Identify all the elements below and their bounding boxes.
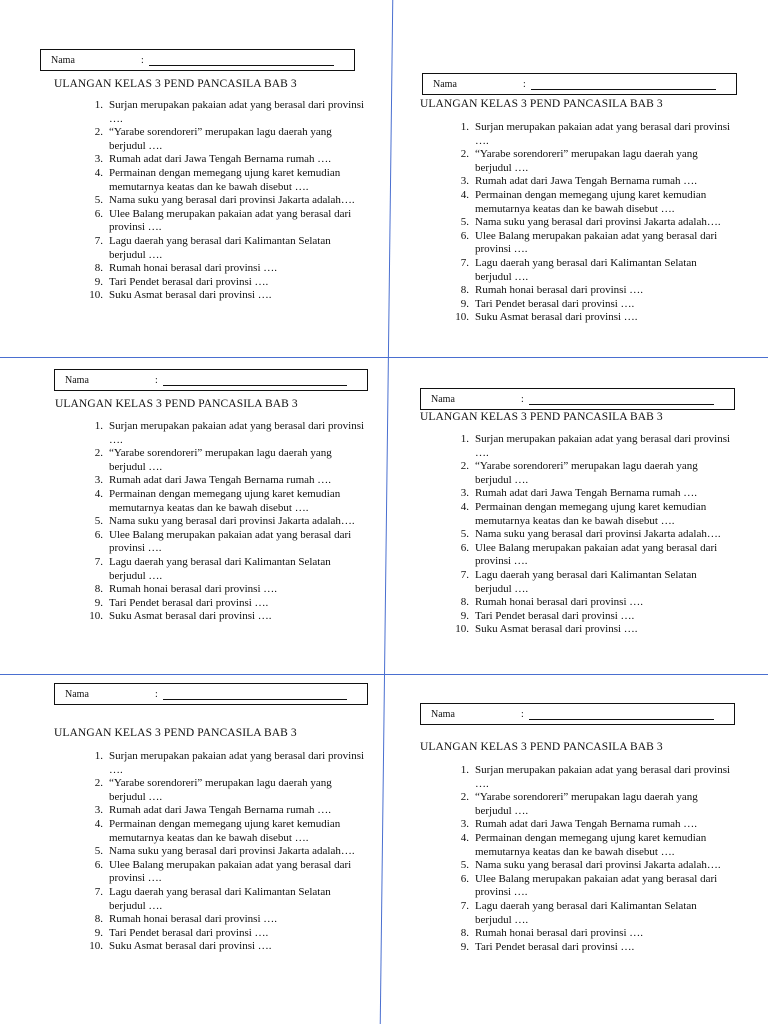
question-item	[431, 941, 735, 955]
question-item	[431, 189, 735, 216]
question-number: 8.	[94, 262, 103, 275]
question-text: Lagu daerah yang berasal dari Kalimantan Selatan berjudul ….	[475, 568, 697, 595]
name-field-box-2	[422, 73, 737, 95]
name-colon: :	[141, 55, 144, 66]
question-text: Rumah honai berasal dari provinsi ….	[109, 583, 278, 596]
question-text: Ulee Balang merupakan pakaian adat yang berasal dari provinsi ….	[475, 872, 718, 899]
question-text: Ulee Balang merupakan pakaian adat yang berasal dari provinsi ….	[109, 207, 352, 234]
question-number: 2.	[94, 447, 103, 460]
question-text: “Yarabe sorendoreri” merupakan lagu daerah yang berjudul ….	[109, 126, 332, 152]
question-item	[431, 121, 735, 148]
name-label: Nama	[431, 709, 455, 720]
question-item	[431, 216, 735, 230]
question-number: 7.	[460, 256, 469, 269]
question-number: 5.	[460, 216, 469, 229]
question-text: Lagu daerah yang berasal dari Kalimantan Selatan berjudul ….	[475, 899, 697, 926]
question-text: Nama suku yang berasal dari provinsi Jakarta adalah….	[109, 845, 355, 858]
question-item	[65, 153, 369, 167]
question-item	[65, 488, 369, 515]
question-text: Ulee Balang merupakan pakaian adat yang berasal dari provinsi ….	[109, 858, 352, 885]
question-number: 3.	[94, 474, 103, 487]
question-item	[65, 583, 369, 597]
question-text: Rumah adat dari Jawa Tengah Bernama rumah ….	[109, 153, 332, 166]
question-text: Nama suku yang berasal dari provinsi Jakarta adalah….	[475, 859, 721, 872]
question-number: 6.	[94, 858, 103, 871]
question-list	[65, 420, 369, 624]
question-item	[65, 927, 369, 941]
name-colon: :	[521, 709, 524, 720]
question-text: Rumah honai berasal dari provinsi ….	[109, 913, 278, 926]
question-item	[65, 556, 369, 583]
question-item	[65, 208, 369, 235]
question-number: 10.	[89, 940, 103, 953]
name-field-box-4	[420, 388, 735, 410]
question-text: Suku Asmat berasal dari provinsi ….	[109, 289, 272, 302]
question-item	[431, 818, 735, 832]
question-number: 9.	[460, 940, 469, 953]
question-text: Rumah adat dari Jawa Tengah Bernama rumah ….	[475, 487, 698, 500]
question-text: Suku Asmat berasal dari provinsi ….	[475, 623, 638, 636]
question-item	[65, 777, 369, 804]
question-number: 8.	[94, 913, 103, 926]
question-text: Permainan dengan memegang ujung karet kemudian memutarnya keatas dan ke bawah disebut ….	[109, 487, 341, 514]
name-label: Nama	[431, 394, 455, 405]
question-item	[431, 596, 735, 610]
question-number: 1.	[460, 433, 469, 445]
question-number: 9.	[94, 926, 103, 939]
name-blank-line	[163, 385, 347, 386]
question-number: 4.	[94, 487, 103, 500]
question-item	[65, 262, 369, 276]
question-number: 4.	[94, 817, 103, 830]
question-item	[431, 569, 735, 596]
question-item	[431, 873, 735, 900]
question-text: Rumah honai berasal dari provinsi ….	[475, 927, 644, 940]
question-text: “Yarabe sorendoreri” merupakan lagu daerah yang berjudul ….	[475, 148, 698, 174]
question-number: 8.	[94, 583, 103, 596]
question-item	[65, 597, 369, 611]
question-number: 3.	[94, 804, 103, 817]
question-number: 7.	[94, 885, 103, 898]
question-item	[65, 289, 369, 303]
question-number: 7.	[460, 899, 469, 912]
question-text: Permainan dengan memegang ujung karet kemudian memutarnya keatas dan ke bawah disebut ….	[475, 188, 707, 215]
quiz-title: ULANGAN KELAS 3 PEND PANCASILA BAB 3	[420, 98, 663, 110]
question-number: 5.	[460, 859, 469, 872]
question-text: Permainan dengan memegang ujung karet kemudian memutarnya keatas dan ke bawah disebut ….	[109, 166, 341, 193]
question-text: Surjan merupakan pakaian adat yang berasal dari provinsi ….	[475, 764, 731, 790]
horizontal-cut-line-1	[0, 357, 768, 358]
question-text: “Yarabe sorendoreri” merupakan lagu daerah yang berjudul ….	[109, 447, 332, 473]
question-item	[431, 175, 735, 189]
question-item	[431, 542, 735, 569]
question-item	[431, 460, 735, 487]
question-number: 6.	[94, 528, 103, 541]
name-blank-line	[149, 65, 334, 66]
question-text: Surjan merupakan pakaian adat yang berasal dari provinsi ….	[475, 121, 731, 147]
question-text: Tari Pendet berasal dari provinsi ….	[109, 926, 269, 939]
name-field-box-1	[40, 49, 355, 71]
question-item	[431, 791, 735, 818]
name-field-box-5	[54, 683, 368, 705]
question-text: Nama suku yang berasal dari provinsi Jakarta adalah….	[475, 216, 721, 229]
question-number: 7.	[460, 568, 469, 581]
question-list	[431, 121, 735, 325]
question-item	[431, 832, 735, 859]
name-field-box-6	[420, 703, 735, 725]
question-number: 7.	[94, 234, 103, 247]
question-item	[431, 298, 735, 312]
question-text: Suku Asmat berasal dari provinsi ….	[109, 610, 272, 623]
question-item	[65, 750, 369, 777]
question-number: 1.	[94, 750, 103, 762]
name-field-box-3	[54, 369, 368, 391]
name-blank-line	[529, 719, 714, 720]
question-text: Nama suku yang berasal dari provinsi Jakarta adalah….	[109, 515, 355, 528]
question-number: 9.	[460, 609, 469, 622]
question-text: Rumah adat dari Jawa Tengah Bernama rumah ….	[109, 804, 332, 817]
question-item	[65, 126, 369, 153]
question-item	[65, 818, 369, 845]
question-text: Nama suku yang berasal dari provinsi Jakarta adalah….	[475, 528, 721, 541]
question-item	[65, 474, 369, 488]
question-number: 9.	[94, 275, 103, 288]
question-list	[65, 750, 369, 954]
question-number: 4.	[94, 166, 103, 179]
question-item	[65, 515, 369, 529]
question-number: 5.	[94, 194, 103, 207]
question-item	[65, 167, 369, 194]
question-item	[65, 420, 369, 447]
question-item	[431, 927, 735, 941]
question-text: Rumah adat dari Jawa Tengah Bernama rumah ….	[109, 474, 332, 487]
question-text: Nama suku yang berasal dari provinsi Jakarta adalah….	[109, 194, 355, 207]
question-number: 10.	[89, 610, 103, 623]
question-number: 8.	[460, 596, 469, 609]
name-label: Nama	[51, 55, 75, 66]
quiz-title: ULANGAN KELAS 3 PEND PANCASILA BAB 3	[54, 78, 297, 90]
question-item	[431, 623, 735, 637]
question-item	[431, 900, 735, 927]
question-item	[431, 257, 735, 284]
question-number: 1.	[460, 121, 469, 133]
question-text: Surjan merupakan pakaian adat yang berasal dari provinsi ….	[475, 433, 731, 459]
question-text: Surjan merupakan pakaian adat yang berasal dari provinsi ….	[109, 420, 365, 446]
question-number: 2.	[460, 148, 469, 161]
question-item	[65, 235, 369, 262]
question-list	[431, 764, 735, 954]
question-number: 9.	[94, 596, 103, 609]
question-text: Rumah adat dari Jawa Tengah Bernama rumah ….	[475, 175, 698, 188]
question-number: 6.	[460, 229, 469, 242]
question-number: 2.	[94, 126, 103, 139]
question-text: Lagu daerah yang berasal dari Kalimantan Selatan berjudul ….	[475, 256, 697, 283]
question-number: 5.	[94, 515, 103, 528]
question-text: Tari Pendet berasal dari provinsi ….	[475, 297, 635, 310]
question-number: 10.	[455, 311, 469, 324]
question-text: Rumah adat dari Jawa Tengah Bernama rumah ….	[475, 818, 698, 831]
name-blank-line	[529, 404, 714, 405]
question-text: “Yarabe sorendoreri” merupakan lagu daerah yang berjudul ….	[109, 777, 332, 803]
name-colon: :	[523, 79, 526, 90]
question-item	[431, 284, 735, 298]
name-colon: :	[521, 394, 524, 405]
question-item	[65, 447, 369, 474]
question-item	[431, 487, 735, 501]
question-item	[65, 529, 369, 556]
question-number: 1.	[94, 420, 103, 432]
question-text: Surjan merupakan pakaian adat yang berasal dari provinsi ….	[109, 99, 365, 125]
question-number: 4.	[460, 188, 469, 201]
question-text: Tari Pendet berasal dari provinsi ….	[475, 940, 635, 953]
question-number: 10.	[455, 623, 469, 636]
question-text: Lagu daerah yang berasal dari Kalimantan Selatan berjudul ….	[109, 234, 331, 261]
name-colon: :	[155, 689, 158, 700]
question-text: Rumah honai berasal dari provinsi ….	[475, 596, 644, 609]
question-list	[431, 433, 735, 637]
question-item	[431, 764, 735, 791]
question-item	[431, 528, 735, 542]
quiz-title: ULANGAN KELAS 3 PEND PANCASILA BAB 3	[420, 741, 663, 753]
question-number: 8.	[460, 927, 469, 940]
question-text: Rumah honai berasal dari provinsi ….	[109, 262, 278, 275]
vertical-cut-line	[380, 0, 394, 1024]
question-text: Ulee Balang merupakan pakaian adat yang berasal dari provinsi ….	[475, 229, 718, 256]
question-text: Tari Pendet berasal dari provinsi ….	[109, 275, 269, 288]
question-item	[65, 886, 369, 913]
name-colon: :	[155, 375, 158, 386]
quiz-title: ULANGAN KELAS 3 PEND PANCASILA BAB 3	[55, 398, 298, 410]
question-number: 9.	[460, 297, 469, 310]
question-item	[431, 859, 735, 873]
quiz-title: ULANGAN KELAS 3 PEND PANCASILA BAB 3	[54, 727, 297, 739]
question-number: 6.	[94, 207, 103, 220]
question-number: 1.	[460, 764, 469, 776]
question-number: 3.	[460, 818, 469, 831]
question-text: Lagu daerah yang berasal dari Kalimantan Selatan berjudul ….	[109, 555, 331, 582]
question-number: 6.	[460, 541, 469, 554]
name-blank-line	[163, 699, 347, 700]
name-label: Nama	[65, 689, 89, 700]
question-item	[431, 433, 735, 460]
question-text: Ulee Balang merupakan pakaian adat yang berasal dari provinsi ….	[475, 541, 718, 568]
question-number: 3.	[460, 175, 469, 188]
question-item	[65, 276, 369, 290]
question-number: 3.	[460, 487, 469, 500]
question-list	[65, 99, 369, 303]
question-item	[431, 311, 735, 325]
question-text: Tari Pendet berasal dari provinsi ….	[475, 609, 635, 622]
name-label: Nama	[433, 79, 457, 90]
question-text: “Yarabe sorendoreri” merupakan lagu daerah yang berjudul ….	[475, 460, 698, 486]
question-item	[431, 501, 735, 528]
quiz-title: ULANGAN KELAS 3 PEND PANCASILA BAB 3	[420, 411, 663, 423]
question-number: 10.	[89, 289, 103, 302]
question-text: Suku Asmat berasal dari provinsi ….	[475, 311, 638, 324]
question-text: Tari Pendet berasal dari provinsi ….	[109, 596, 269, 609]
question-item	[65, 804, 369, 818]
question-number: 4.	[460, 500, 469, 513]
question-item	[431, 148, 735, 175]
name-blank-line	[531, 89, 716, 90]
question-text: Permainan dengan memegang ujung karet kemudian memutarnya keatas dan ke bawah disebut ….	[475, 831, 707, 858]
question-text: Rumah honai berasal dari provinsi ….	[475, 284, 644, 297]
question-text: “Yarabe sorendoreri” merupakan lagu daerah yang berjudul ….	[475, 791, 698, 817]
question-number: 2.	[460, 791, 469, 804]
question-item	[431, 230, 735, 257]
question-text: Surjan merupakan pakaian adat yang berasal dari provinsi ….	[109, 750, 365, 776]
question-number: 5.	[94, 845, 103, 858]
horizontal-cut-line-2	[0, 674, 768, 675]
question-number: 5.	[460, 528, 469, 541]
question-item	[431, 610, 735, 624]
question-item	[65, 99, 369, 126]
question-number: 2.	[94, 777, 103, 790]
question-item	[65, 913, 369, 927]
question-number: 3.	[94, 153, 103, 166]
question-text: Permainan dengan memegang ujung karet kemudian memutarnya keatas dan ke bawah disebut ….	[109, 817, 341, 844]
name-label: Nama	[65, 375, 89, 386]
question-item	[65, 194, 369, 208]
question-item	[65, 940, 369, 954]
question-text: Permainan dengan memegang ujung karet kemudian memutarnya keatas dan ke bawah disebut ….	[475, 500, 707, 527]
question-number: 2.	[460, 460, 469, 473]
question-item	[65, 610, 369, 624]
question-text: Suku Asmat berasal dari provinsi ….	[109, 940, 272, 953]
question-text: Ulee Balang merupakan pakaian adat yang berasal dari provinsi ….	[109, 528, 352, 555]
question-number: 4.	[460, 831, 469, 844]
question-number: 1.	[94, 99, 103, 111]
question-item	[65, 845, 369, 859]
question-text: Lagu daerah yang berasal dari Kalimantan Selatan berjudul ….	[109, 885, 331, 912]
question-number: 7.	[94, 555, 103, 568]
question-number: 8.	[460, 284, 469, 297]
question-item	[65, 859, 369, 886]
question-number: 6.	[460, 872, 469, 885]
